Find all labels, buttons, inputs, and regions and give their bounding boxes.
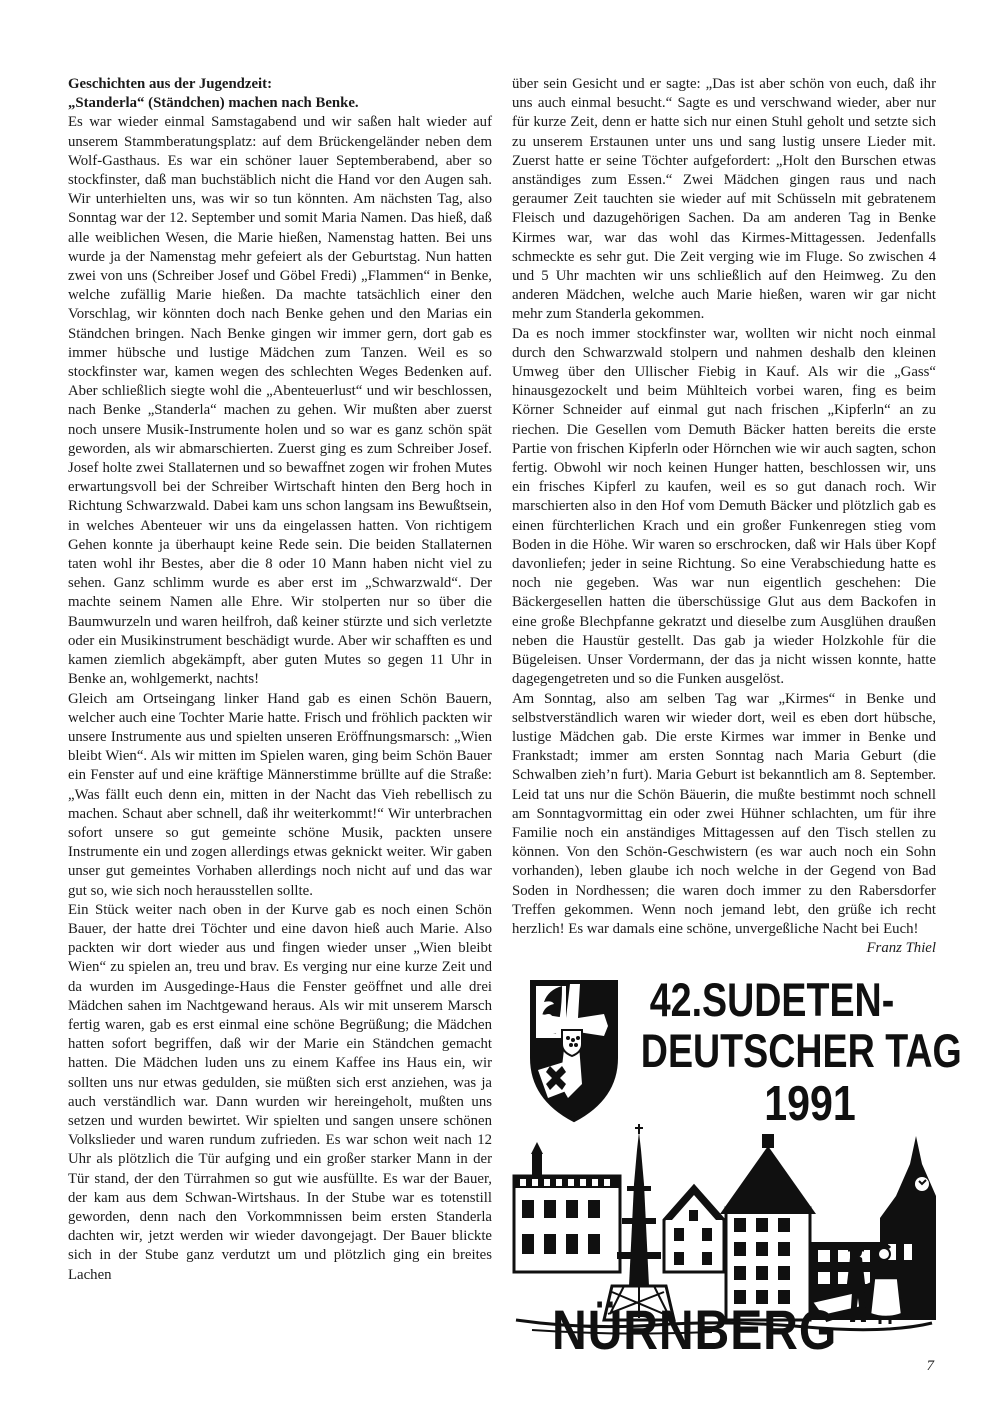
- article-body: [68, 75, 962, 1370]
- sudetendeutscher-tag-poster: [512, 972, 962, 1370]
- paragraph: Ein Stück weiter nach oben in der Kurve gab es noch einen Schön Bauer, der hatte drei Töchter und eine davon hieß auch Marie. Also packten wir dort wieder aus und fingen wieder unser „Wien bleibt Wien“ zu spielen an, treu und brav. Es verging nur eine kurze Zeit und da wurden im Ausgedinge-Haus die Fenster geöffnet und alle drei Mädchen sahen im Nachtgewand heraus. Als wir mit unserem Marsch fertig waren, gab es erst einmal eine schöne Begrüßung; die Mädchen hatten sofort begriffen, daß wir der Marie ein Ständchen gemacht hatten. Die Mädchen luden uns zu einem Kaffee ins Haus ein, wir sollten uns nur etwas gedulden, sie müßten sich erst anziehen, was ja auch verständlich war. Dann wurden wir hereingeholt, mußten uns setzen und wurden bewirtet. Wir spielten und sangen unsere schönen Volkslieder und waren rundum zufrieden. Es war schon weit nach 12 Uhr als plötzlich die Tür aufging und ein großer starker Mann in der Tür stand, der den Türrahmen so gut wie ausfüllte. Es war der Bauer, der kam aus dem Schwan-Wirtshaus. In der Stube war es totenstill geworden, denn nach den Vorkommnissen beim ersten Standerla dachten wir, jetzt werden wir wieder davongejagt. Der Bauer blickte sich in der Stube ganz verdutzt um und plötzlich ging ein breites Lachen: [68, 901, 492, 1283]
- central-gable-building: [720, 1134, 816, 1320]
- poster-title: [608, 973, 962, 1132]
- left-column-paragraphs: [68, 113, 492, 1284]
- paragraph: über sein Gesicht und er sagte: „Das ist aber schön von euch, daß ihr uns auch einmal besucht.“ Sagte es und verschwand wieder, aber nur für kurze Zeit, denn er hatte sich nur einen Stuhl geholt und setzte sich zu unserem Erstaunen unter uns und sang lustig unsere Lieder mit. Zuerst hatte er seine Töchter aufgefordert: „Holt den Burschen etwas anständiges zum Essen.“ Zwei Mädchen gingen raus und nach geraumer Zeit tauchten sie wieder auf mit Schüsseln mit gebratenem Fleisch und dazugehörigen Sachen. Da am anderen Tag in Benke Kirmes war, war das wohl das Kirmes-Mittagessen. Jedenfalls schmeckte es sehr gut. Die Zeit verging wie im Fluge. So zwischen 4 und 5 Uhr machten wir uns schließlich auf den Heimweg. Zu den anderen Mädchen, welche auch Marie hießen, waren wir gar nicht mehr zum Standerla gekommen.: [512, 76, 936, 323]
- town-hall-building: [514, 1142, 620, 1272]
- page-number: 7: [926, 1358, 934, 1374]
- author-signature: Franz Thiel: [866, 940, 936, 957]
- paragraph: Da es noch immer stockfinster war, wollten wir nicht noch einmal durch den Schwarzwald stolpern und nahmen deshalb den kleinen Umweg über den Ullischer Fiebig in Kauf. Als wir die „Gass“ hinausgezockelt und beim Mühlteich vorbei waren, fing es beim Körner Schneider auf einmal gut nach frischen „Kipferln“ an zu riechen. Die Gesellen vom Demuth Bäcker hatten bereits die erste Partie von frischen Kipferln oder Hörnchen wie wir auch sagten, schon fertig. Obwohl wir noch keinen Hunger hatten, beschlossen wir, uns ein frisches Kipferl zu kaufen, weil es so gut danach roch. Wir marschierten also in den Hof vom Demuth Bäcker und plötzlich gab es einen fürchterlichen Krach und ein großer Funkenregen stieg vom Boden in die Höhe. Wir waren so erschrocken, daß wir Hals über Kopf davonliefen; jeder in seine Richtung. So eine Verabschiedung hatte es noch nie gegeben. Was war nun eigentlich geschehen: Die Bäckergesellen hatten die überschüssige Glut aus dem Backofen in eine große Blechpfanne gekratzt und dieselbe zum Ausglühen draußen neben die Haustür gestellt. Das gab ja wieder Holzkohle für die Bügeleisen. Unser Vordermann, der das ja nicht wissen konnte, hatte dagegengetreten und so die Funken ausgelöst.: [512, 325, 936, 688]
- right-column: [512, 75, 962, 1370]
- article-heading-line1: Geschichten aus der Jugendzeit:: [68, 76, 272, 92]
- left-column: [68, 75, 492, 1370]
- poster-year: 1991: [764, 1077, 856, 1132]
- right-column-paragraphs: [512, 75, 936, 939]
- paragraph: Gleich am Ortseingang linker Hand gab es einen Schön Bauern, welcher auch eine Tochter Marie hatte. Frisch und fröhlich packten wir unsere Instrumente aus und spielten unseren Eröffnungsmarsch: „Wien bleibt Wien“. Als wir mitten im Spielen waren, ging beim Schön Bauer ein Fenster auf und eine kräftige Männerstimme brüllte auf die Straße: „Was fällt euch denn ein, mitten in der Nacht das Vieh rebellisch zu machen. Schaut aber schnell, daß ihr weiterkommt!“ Wir unterbrachen sofort unsere so gut gemeinte schöne Musik, packten unsere Instrumente ein und zogen allerdings etwas geknickt weiter. Wir gaben unser gut gemeintes Vorhaben allerdings noch nicht auf und das war gut so, wie sich noch herausstellen sollte.: [68, 690, 492, 899]
- paragraph: Am Sonntag, also am selben Tag war „Kirmes“ in Benke und selbstverständlich waren wir wieder dort, weil es eben dort hübsche, lustige Mädchen gab. Die erste Kirmes war immer in Benke und Frankstadt; immer am ersten Sonntag nach Maria Geburt (die Schwalben zieh’n furt). Maria Geburt ist bekanntlich am 8. September. Leid tat uns nur die Schön Bäuerin, die mußte bestimmt noch schnell am Sonntagvormittag ein oder zwei Hühner schlachten, um für ihre Familie noch ein anständiges Mittagessen auf den Tisch stellen zu können. Von den Schön-Geschwistern (es war auch noch ein Sohn vorhanden), leben glaube ich noch welche in der Gegend von Bad Soden in Nordhessen; die waren doch immer zu den Rabersdorfer Treffen gekommen. Wenn noch jemand lebt, den grüße ich recht herzlich! Es war damals eine schöne, unvergeßliche Nacht bei Euch!: [512, 690, 936, 937]
- gabled-house: [664, 1186, 724, 1272]
- article-heading-line2: „Standerla“ (Ständchen) machen nach Benke.: [68, 95, 359, 112]
- poster-title-line2: DEUTSCHER TAG: [640, 1024, 962, 1078]
- poster-title-line1: 42.SUDETEN-: [649, 973, 895, 1027]
- paragraph: Es war wieder einmal Samstagabend und wir saßen halt wieder auf unserem Stammberatungsplatz: auf dem Brückengeländer neben dem Wolf-Gasthaus. Es war ein schöner lauer Septemberabend, aber so stockfinster, daß man buchstäblich nicht die Hand vor den Augen sah. Wir unterhielten uns, was wir so tun könnten. Am nächsten Tag, also Sonntag war der 12. September und somit Maria Namen. Das hieß, daß alle weiblichen Wesen, die Marie hießen, Namenstag hatten. Bei uns wurde ja der Namenstag mehr gefeiert als der Geburtstag. Nun hatten zwei von uns (Schreiber Josef und Göbel Fredi) „Flammen“ in Benke, welche zufällig Marie hießen. Da machte tatsächlich einer den Vorschlag, wir könnten doch nach Benke gehen und den Marias ein Ständchen bringen. Nach Benke gingen wir immer gern, dort gab es immer hübsche und lustige Mädchen zum Tanzen. Weil es so stockfinster war, kamen wegen des schlechten Weges Bedenken auf. Aber schließlich siegte wohl die „Abenteuerlust“ und wir beschlossen, nach Benke „Standerla“ machen zu gehen. Wir mußten aber zuerst noch unsere Musik-Instrumente holen und so war es ganz schön spät geworden, als wir abmarschierten. Zuerst ging es zum Schreiber Josef. Josef holte zwei Stallaternen und so bewaffnet zogen wir frohen Mutes erwartungsvoll bei der Schreiber Wirtschaft hinten den Berg hoch in Richtung Schwarzwald. Dabei kam uns schon langsam ins Bewußtsein, in welches Abenteuer wir uns da eingelassen hatten. Von richtigem Gehen konnte ja überhaupt keine Rede sein. Die beiden Stallaternen taten wohl ihr Bestes, aber die 8 oder 10 Mann haben nicht viel zu sehen. Ganz schlimm wurde es aber erst im „Schwarzwald“. Der machte seinem Namen alle Ehre. Wir stolperten nur so über die Baumwurzeln und waren heilfroh, daß keiner stürzte und sich verletzte oder ein Musikinstrument beschädigt wurde. Aber wir schafften es und kamen ziemlich abgekämpft, aber guten Mutes so gegen 11 Uhr in Benke an, wohlgemerkt, nachts!: [68, 114, 492, 688]
- grape-crest-icon: [562, 1030, 582, 1056]
- poster-city-name: NÜRNBERG: [552, 1298, 838, 1362]
